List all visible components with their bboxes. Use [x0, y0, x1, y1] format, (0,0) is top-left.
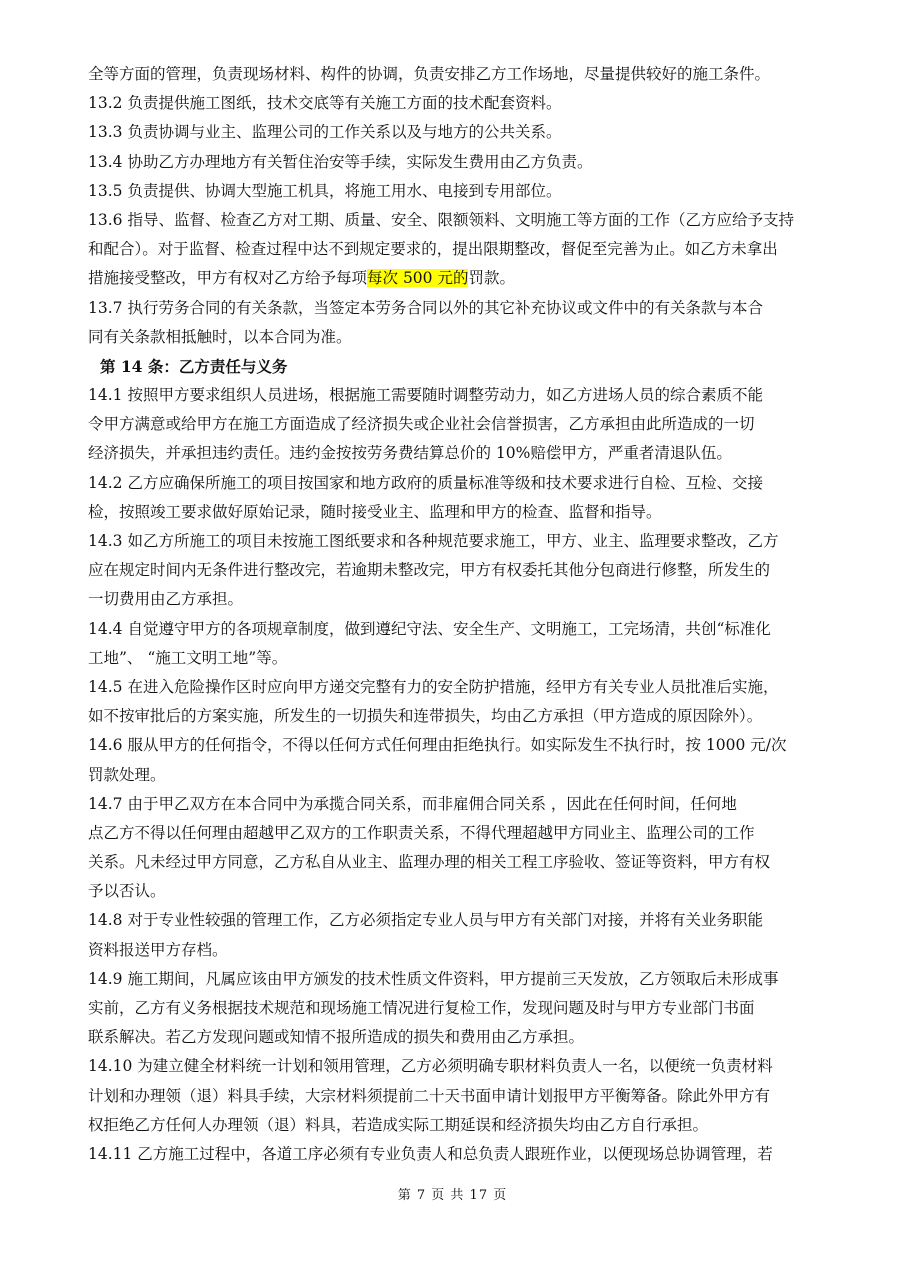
clause-13-6: 13.6 指导、监督、检查乙方对工期、质量、安全、限额领料、文明施工等方面的工作（乙方应给予支持 — [88, 210, 794, 229]
text-segment: 措施接受整改，甲方有权对乙方给予每项 — [88, 269, 368, 288]
clause-14-9: 14.9 施工期间，凡属应该由甲方颁发的技术性质文件资料，甲方提前三天发放，乙方领取后未形成事 — [88, 969, 779, 988]
text-line: 关系。凡未经过甲方同意，乙方私自从业主、监理办理的相关工程工序验收、签证等资料，甲方有权 — [88, 853, 771, 872]
text-line: 如不按审批后的方案实施，所发生的一切损失和连带损失，均由乙方承担（甲方造成的原因除外）。 — [88, 707, 763, 726]
text-line: 经济损失，并承担违约责任。违约金按按劳务费结算总价的 10%赔偿甲方，严重者清退队伍。 — [88, 444, 732, 463]
text-line: 同有关条款相抵触时，以本合同为准。 — [88, 327, 352, 346]
text-line: 予以否认。 — [88, 882, 166, 901]
clause-14-8: 14.8 对于专业性较强的管理工作，乙方必须指定专业人员与甲方有关部门对接，并将有关业务职能 — [88, 911, 763, 930]
clause-14-2: 14.2 乙方应确保所施工的项目按国家和地方政府的质量标准等级和技术要求进行自检、互检、交接 — [88, 473, 763, 492]
clause-14-1: 14.1 按照甲方要求组织人员进场，根据施工需要随时调整劳动力，如乙方进场人员的综合素质不能 — [88, 386, 763, 405]
text-line: 应在规定时间内无条件进行整改完，若逾期未整改完，甲方有权委托其他分包商进行修整，所发生的 — [88, 561, 771, 580]
text-line: 联系解决。若乙方发现问题或知情不报所造成的损失和费用由乙方承担。 — [88, 1028, 585, 1047]
clause-14-4: 14.4 自觉遵守甲方的各项规章制度，做到遵纪守法、安全生产、文明施工，工完场清，共创“标准化 — [88, 619, 771, 638]
clause-14-7: 14.7 由于甲乙双方在本合同中为承揽合同关系，而非雇佣合同关系 ，因此在任何时间，任何地 — [88, 794, 737, 813]
clause-13-4: 13.4 协助乙方办理地方有关暂住治安等手续，实际发生费用由乙方负责。 — [88, 152, 593, 171]
clause-13-7: 13.7 执行劳务合同的有关条款，当签定本劳务合同以外的其它补充协议或文件中的有关条款与本合 — [88, 298, 763, 317]
contract-body — [88, 60, 806, 1169]
text-line: 计划和办理领（退）料具手续，大宗材料须提前二十天书面申请计划报甲方平衡筹备。除此外甲方有 — [88, 1086, 771, 1105]
text-line — [88, 264, 806, 293]
text-line: 资料报送甲方存档。 — [88, 940, 228, 959]
text-line: 和配合）。对于监督、检查过程中达不到规定要求的，提出限期整改，督促至完善为止。如乙方未拿出 — [88, 240, 778, 259]
text-line: 检，按照竣工要求做好原始记录，随时接受业主、监理和甲方的检查、监督和指导。 — [88, 502, 662, 521]
text-line: 工地”、 “施工文明工地”等。 — [88, 648, 288, 667]
text-line: 全等方面的管理，负责现场材料、构件的协调，负责安排乙方工作场地，尽量提供较好的施工条件。 — [88, 65, 771, 83]
highlighted-text: 每次 500 元的 — [367, 269, 469, 288]
page-footer: 第 7 页 共 17 页 — [397, 1188, 508, 1203]
clause-14-3: 14.3 如乙方所施工的项目未按施工图纸要求和各种规范要求施工，甲方、业主、监理要求整改，乙方 — [88, 532, 779, 550]
clause-13-5: 13.5 负责提供、协调大型施工机具，将施工用水、电接到专用部位。 — [88, 181, 562, 200]
text-line: 权拒绝乙方任何人办理领（退）料具，若造成实际工期延误和经济损失均由乙方自行承担。 — [88, 1115, 709, 1134]
clause-13-2: 13.2 负责提供施工图纸，技术交底等有关施工方面的技术配套资料。 — [88, 94, 562, 113]
text-line: 罚款处理。 — [88, 765, 166, 784]
section-heading: 第 14 条：乙方责任与义务 — [100, 356, 288, 376]
text-line: 令甲方满意或给甲方在施工方面造成了经济损失或企业社会信誉损害，乙方承担由此所造成的一切 — [88, 415, 755, 434]
clause-14-5: 14.5 在进入危险操作区时应向甲方递交完整有力的安全防护措施，经甲方有关专业人员批准后实施， — [88, 677, 779, 696]
clause-14-6: 14.6 服从甲方的任何指令，不得以任何方式任何理由拒绝执行。如实际发生不执行时，按 1000 元/次 — [88, 736, 787, 755]
clause-14-10: 14.10 为建立健全材料统一计划和领用管理，乙方必须明确专职材料负责人一名，以便统一负责材料 — [88, 1057, 773, 1076]
clause-14-11: 14.11 乙方施工过程中，各道工序必须有专业负责人和总负责人跟班作业，以便现场总协调管理，若 — [88, 1144, 773, 1163]
text-line: 一切费用由乙方承担。 — [88, 590, 244, 609]
text-line: 点乙方不得以任何理由超越甲乙双方的工作职责关系，不得代理超越甲方同业主、监理公司的工作 — [88, 823, 755, 842]
clause-13-3: 13.3 负责协调与业主、监理公司的工作关系以及与地方的公共关系。 — [88, 123, 562, 142]
text-line: 实前，乙方有义务根据技术规范和现场施工情况进行复检工作，发现问题及时与甲方专业部门书面 — [88, 999, 755, 1017]
text-segment: 罚款。 — [468, 269, 515, 288]
